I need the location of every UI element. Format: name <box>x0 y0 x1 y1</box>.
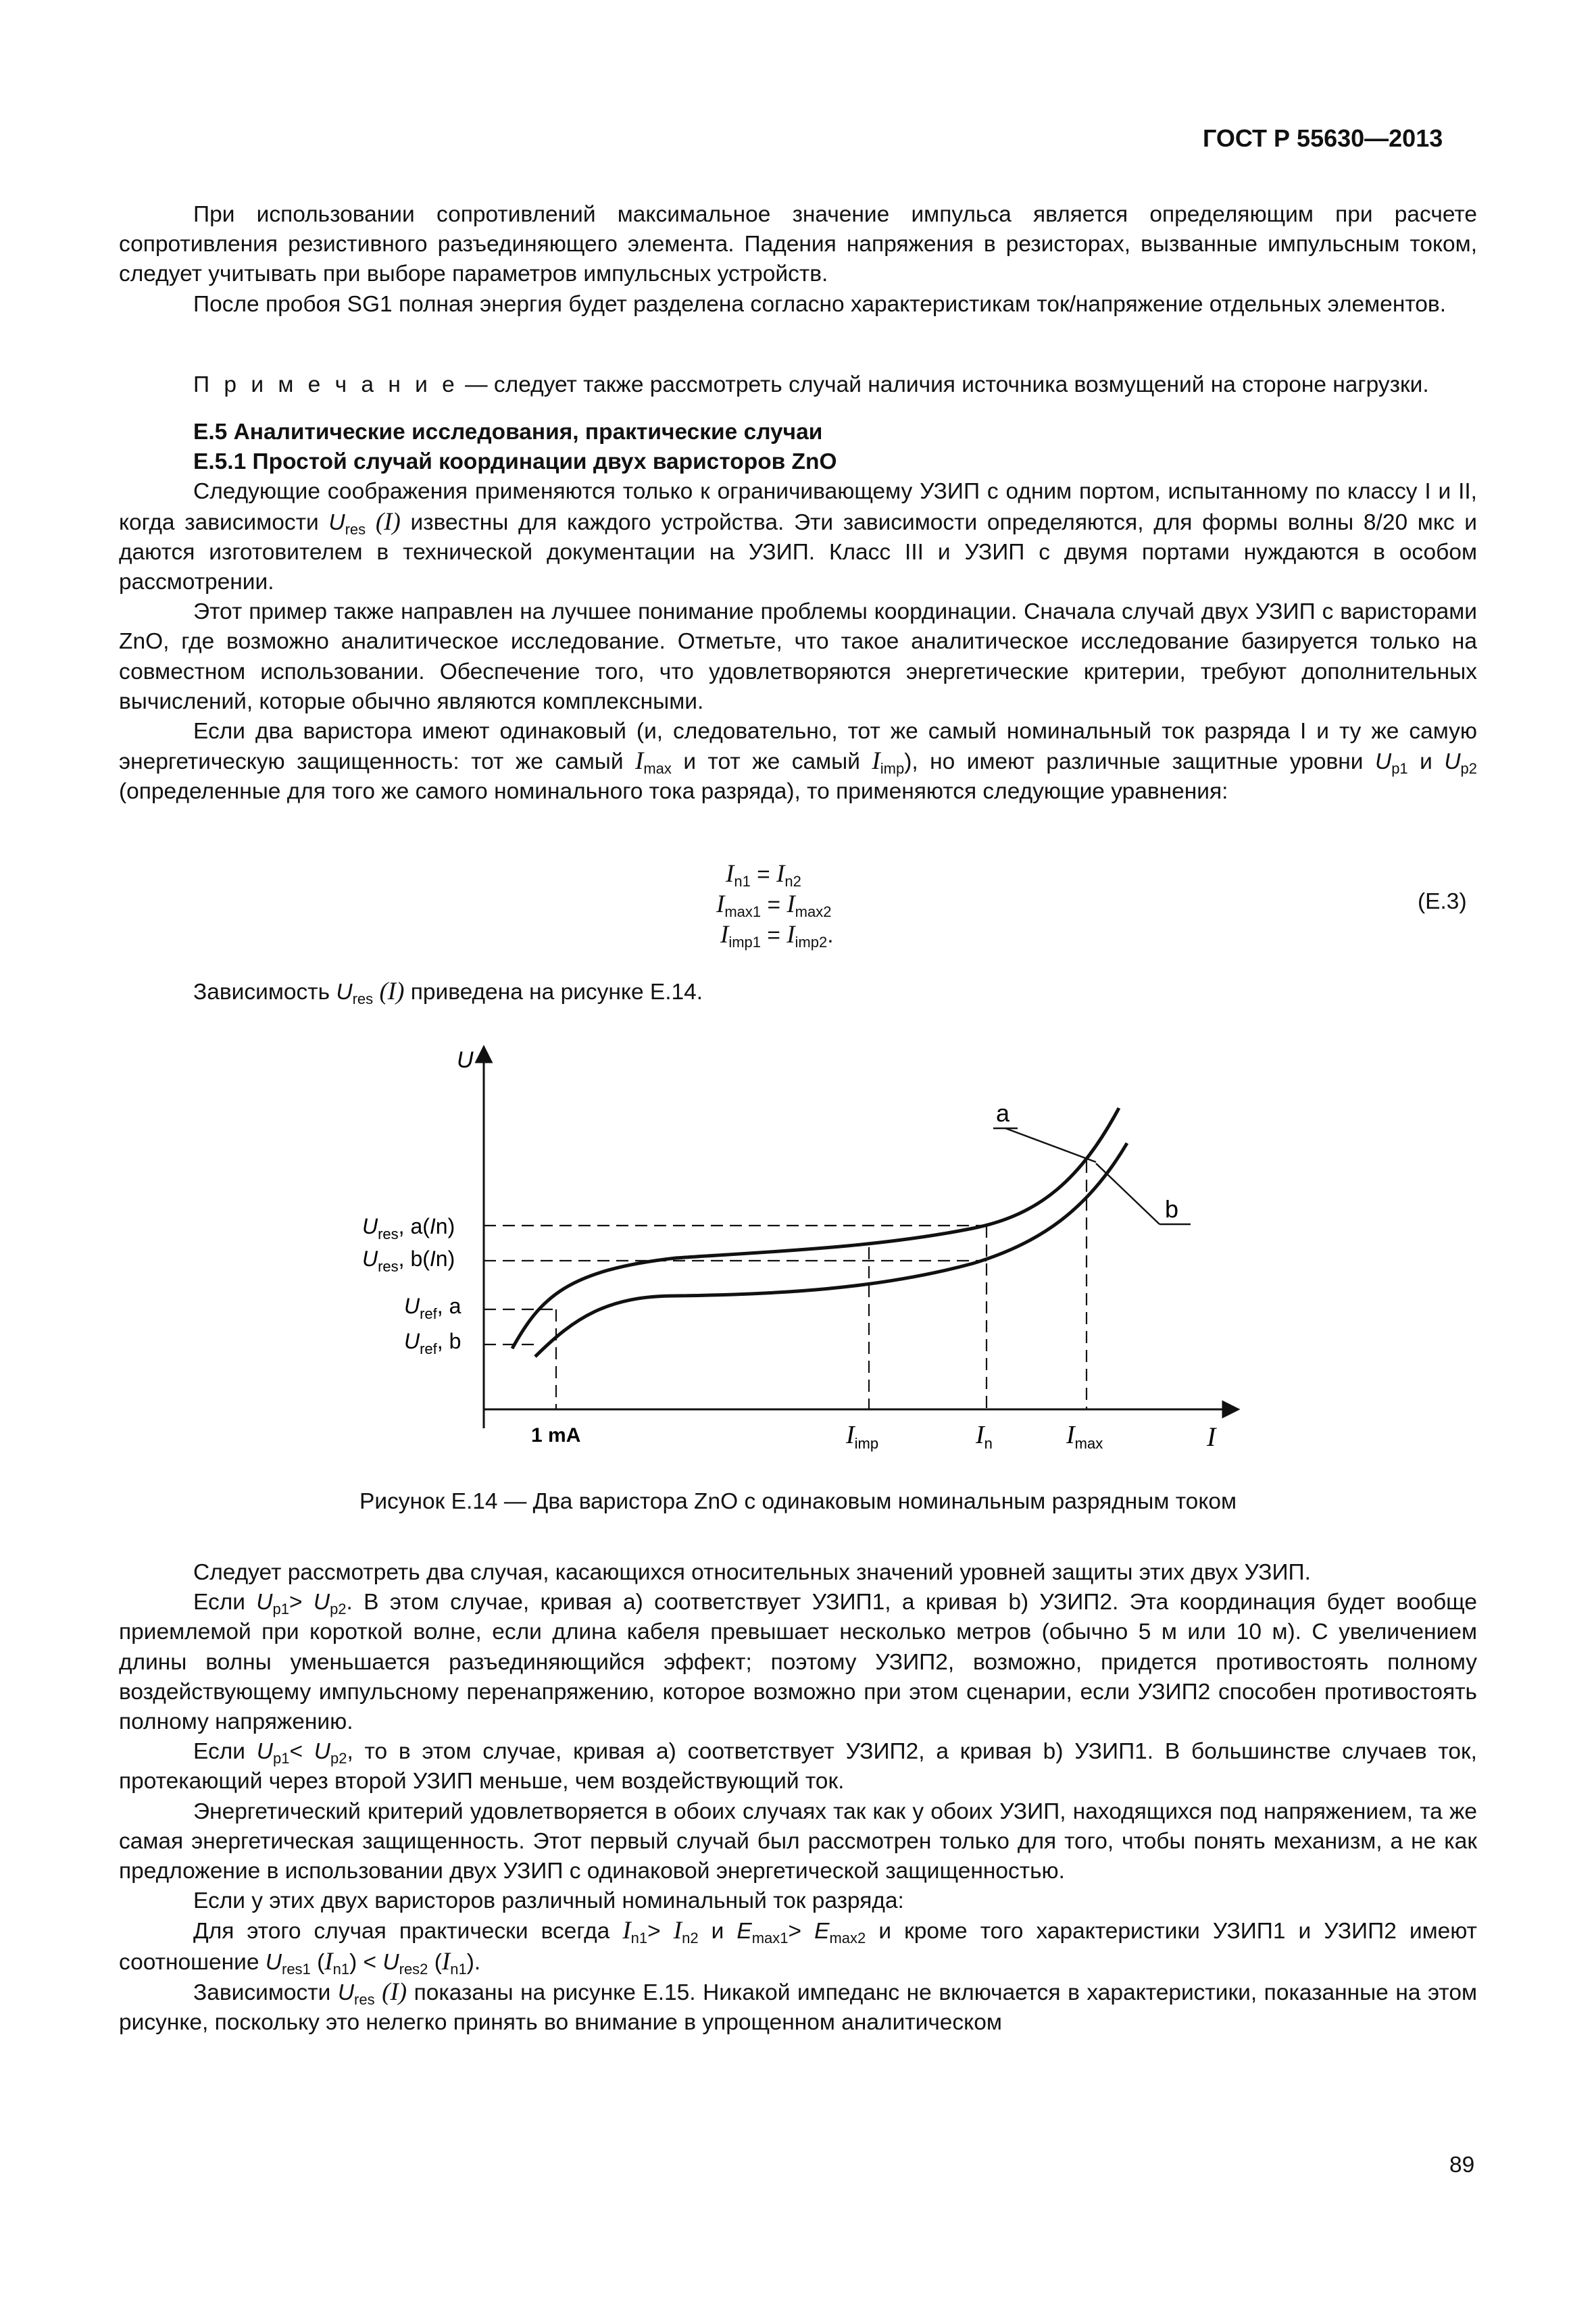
paragraph-two-varistors: Если два варистора имеют одинаковый (и, следовательно, тот же самый номинальный ток разряда I и ту же самую энергетическую защищенность: тот же самый $I_{max}$ и тот же самый $I_{imp}$), но имеют различные защитные уровни $U_{p1}$ и $U_{p2}$ (определенные для того же самого номинального тока разряда), то применяются следующие уравнения: <box>119 719 1478 805</box>
label-a: a <box>996 1099 1010 1127</box>
leader-b <box>1096 1163 1159 1224</box>
paragraph-dependencies: Зависимости $U_{res}$ (I) показаны на рисунке Е.15. Никакой импеданс не включается в характеристики, показанные на этом рисунке, поскольку это нелегко принять во внимание в упрощенном аналитическом <box>119 1978 1477 2036</box>
tick-1ma: 1 mA <box>531 1424 581 1447</box>
page-number: 89 <box>1449 2153 1475 2178</box>
heading-e51: Е.5.1 Простой случай координации двух варисторов ZnO <box>193 449 837 475</box>
curve-b <box>535 1143 1127 1357</box>
dependency-line: Зависимость $U_{res}$ (I) приведена на рисунке Е.14. <box>193 978 703 1007</box>
document-header: ГОСТ Р 55630—2013 <box>1203 124 1443 152</box>
lower-block <box>119 1558 1477 2038</box>
paragraph-case1: Если $U_{p1}> U_{p2}$. В этом случае, кривая а) соответствует УЗИП1, а кривая b) УЗИП2. Эта координация будет вообще приемлемой при короткой волне, если длина кабеля превышает несколько метров (обычно 5 м или 10 м). С увеличением длины волны уменьшается разъединяющийся эффект; поэтому УЗИП2, возможно, придется противостоять полному воздействующему импульсному перенапряжению, которое возможно при этом сценарии, если УЗИП2 способен противостоять полному напряжению. <box>119 1590 1477 1735</box>
y-axis-label: U <box>457 1047 474 1073</box>
tick-imax: $I_{max}$ <box>1066 1421 1103 1452</box>
label-uref-a: $U_{ref}$, a <box>404 1294 462 1322</box>
note-text: — следует также рассмотреть случай наличия источника возмущений на стороне нагрузки. <box>458 372 1429 397</box>
equation-number: (Е.3) <box>1418 889 1467 914</box>
paragraph-two-cases: Следует рассмотреть два случая, касающихся относительных значений уровней защиты этих двух УЗИП. <box>193 1560 1311 1585</box>
equation-e3: $I_{n1} = I_{n2}$ $I_{max1} = I_{max2}$ $I_{imp1} = I_{imp2}$. <box>716 860 834 951</box>
label-ures-a: $U_{res}$, a(In) <box>362 1214 455 1242</box>
leader-a <box>1005 1128 1096 1162</box>
tick-in: $I_n$ <box>976 1421 993 1452</box>
paragraph-resistors: При использовании сопротивлений максимальное значение импульса является определяющим при расчете сопротивления резистивного разъединяющего элемента. Падения напряжения в резисторах, вызванные импульсным током, следует учитывать при выборе параметров импульсных устройств. <box>119 202 1477 287</box>
label-b: b <box>1165 1195 1179 1223</box>
paragraph-case-always: Для этого случая практически всегда $I_{n1}> I_{n2}$ и $E_{max1}> E_{max2}$ и кроме того характеристики УЗИП1 и УЗИП2 имеют соотношение $U_{res1}$ $(I_{n1}) < U_{res2}$ $(I_{n1})$. <box>119 1917 1477 1978</box>
paragraph-energy: Энергетический критерий удовлетворяется в обоих случаях так как у обоих УЗИП, находящихся под напряжением, та же самая энергетическая защищенность. Этот первый случай был рассмотрен только для того, чтобы понять механизм, а не как предложение в использовании двух УЗИП с одинаковой энергетической защищенностью. <box>119 1799 1477 1884</box>
label-ures-b: $U_{res}$, b(In) <box>362 1247 455 1275</box>
paragraph-considerations: Следующие соображения применяются только к ограничивающему УЗИП с одним портом, испытанному по классу I и II, когда зависимости $U_{res}$ (I) известны для каждого устройства. Эти зависимости определяются, для формы волны 8/20 мкс и даются изготовителем в технической документации на УЗИП. Класс III и УЗИП с двумя портами нуждаются в особом рассмотрении. <box>119 479 1478 595</box>
tick-iimp: $I_{imp}$ <box>846 1421 879 1452</box>
paragraph-different-current: Если у этих двух варисторов различный номинальный ток разряда: <box>193 1888 904 1914</box>
paragraph-example: Этот пример также направлен на лучшее понимание проблемы координации. Сначала случай двух УЗИП с варисторами ZnO, где возможно аналитическое исследование. Отметьте, что такое аналитическое исследование базируется только на совместном использовании. Обеспечение того, что удовлетворяются энергетические критерии, требуют дополнительных вычислений, которые обычно являются комплексными. <box>119 599 1477 714</box>
label-uref-b: $U_{ref}$, b <box>404 1329 462 1357</box>
paragraph-case2: Если $U_{p1}< U_{p2}$, то в этом случае, кривая а) соответствует УЗИП2, а кривая b) УЗИП1. В большинстве случаев ток, протекающий через второй УЗИП меньше, чем воздействующий ток. <box>119 1739 1477 1794</box>
paragraph-sg1: После пробоя SG1 полная энергия будет разделена согласно характеристикам ток/напряжение отдельных элементов. <box>193 291 1447 317</box>
curve-a <box>512 1108 1119 1349</box>
note-label: П р и м е ч а н и е <box>193 372 459 397</box>
x-axis-label: I <box>1207 1422 1216 1452</box>
heading-e5: Е.5 Аналитические исследования, практические случаи <box>193 420 823 445</box>
figure-caption: Рисунок Е.14 — Два варистора ZnO с одинаковым номинальным разрядным током <box>359 1489 1237 1514</box>
